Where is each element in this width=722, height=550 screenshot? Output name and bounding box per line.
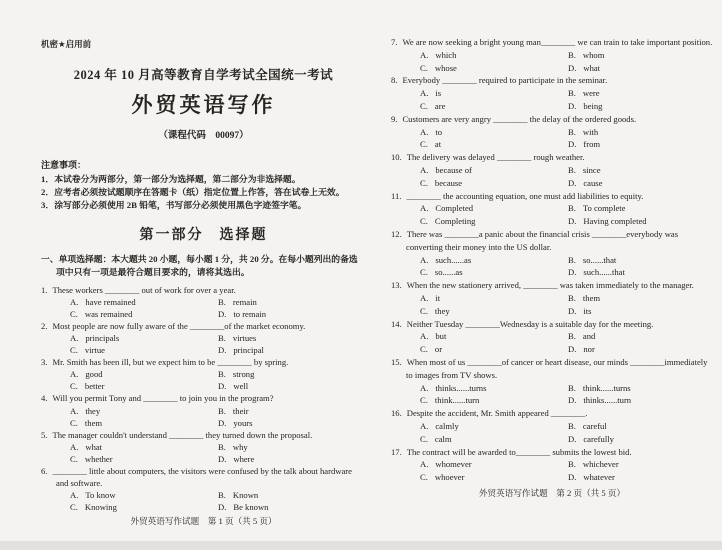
option-A [420, 254, 568, 267]
option-text: Knowing [84, 502, 117, 513]
option-text: why [232, 441, 248, 452]
option-label: B. [568, 126, 576, 137]
question-stem: When the new stationery arrived, ________ was taken immediately to the manager. [406, 280, 694, 291]
option-label: A. [420, 126, 429, 137]
question-stem: Everybody ________ required to participate in the seminar. [402, 75, 608, 86]
option-text: good [85, 369, 103, 380]
option-text: think......turn [434, 395, 480, 406]
question-item [391, 113, 713, 151]
option-label: B. [568, 292, 576, 303]
option-text: cause [583, 177, 603, 188]
exam-page-2 [391, 0, 713, 499]
question-item [391, 356, 713, 407]
option-label: C. [420, 177, 428, 188]
option-text: have remained [85, 296, 136, 307]
question-options [391, 87, 713, 113]
option-label: D. [568, 267, 577, 278]
option-text: its [583, 305, 592, 316]
option-text: To complete [582, 203, 626, 214]
question-item [391, 151, 713, 189]
option-label: B. [568, 420, 576, 431]
option-label: C. [420, 100, 428, 111]
option-text: nor [583, 344, 595, 355]
question-options [391, 382, 713, 408]
question-options [41, 441, 366, 465]
option-text: such......as [435, 254, 472, 265]
option-C [420, 471, 568, 484]
option-B [568, 292, 713, 305]
option-text: think......turns [582, 382, 631, 393]
option-text: so......as [434, 267, 463, 278]
option-text: calmly [435, 420, 459, 431]
option-text: virtues [232, 332, 257, 343]
question-options [41, 332, 366, 356]
note-item: 3．涂写部分必须使用 2B 铅笔，书写部分必须使用黑色字迹签字笔。 [41, 200, 307, 211]
question-item [391, 318, 713, 356]
option-text: is [435, 88, 442, 99]
option-label: A. [420, 331, 429, 342]
option-D [218, 453, 366, 465]
notes-header: 注意事项： [41, 160, 87, 170]
question-number: 1. [41, 284, 48, 295]
question-number: 7. [391, 37, 398, 47]
option-text: to [435, 126, 443, 137]
questions-7-to-17 [391, 36, 713, 484]
option-C [420, 343, 568, 356]
option-label: C. [420, 139, 428, 150]
option-label: A. [420, 88, 429, 99]
option-A [70, 296, 218, 308]
option-D [218, 308, 366, 320]
option-text: they [85, 405, 101, 416]
option-C [70, 453, 218, 465]
question-item [391, 228, 713, 279]
question-options [41, 405, 366, 429]
option-label: A. [420, 164, 429, 175]
note-item: 1．本试卷分为两部分，第一部分为选择题，第二部分为非选择题。 [41, 174, 301, 184]
question-item [391, 446, 713, 484]
question-number: 6. [41, 466, 48, 477]
classification-marking: 机密★启用前 [41, 40, 92, 50]
option-text: Be known [233, 502, 269, 513]
option-label: C. [70, 417, 78, 428]
question-number: 13. [391, 280, 402, 291]
option-text: from [583, 139, 601, 150]
exam-title: 外贸英语写作 [131, 93, 276, 117]
option-label: C. [420, 344, 428, 355]
question-options [391, 254, 713, 280]
question-options [41, 489, 366, 513]
option-D [568, 215, 713, 228]
option-B [568, 164, 713, 177]
question-options [391, 330, 713, 356]
option-text: principals [85, 332, 120, 343]
option-label: C. [420, 267, 428, 278]
question-item [391, 36, 713, 74]
question-options [391, 202, 713, 228]
option-label: C. [420, 433, 428, 444]
option-label: C. [70, 453, 78, 464]
option-label: B. [568, 88, 576, 99]
option-text: were [582, 88, 600, 99]
question-number: 10. [391, 152, 402, 163]
section-title: 第一部分 选择题 [139, 227, 268, 243]
question-stem: ________ little about computers, the visitors were confused by the talk about hardware and software. [52, 466, 352, 489]
option-label: A. [70, 369, 79, 380]
exam-page-1 [41, 0, 366, 527]
question-stem: The manager couldn't understand ________ they turned down the proposal. [52, 429, 313, 440]
option-label: D. [218, 453, 227, 464]
question-stem: ________ the accounting equation, one must add liabilities to equity. [406, 190, 644, 201]
option-B [218, 296, 366, 308]
option-label: A. [70, 405, 79, 416]
option-text: well [233, 381, 249, 392]
option-label: A. [70, 490, 79, 501]
option-C [420, 266, 568, 279]
option-text: are [434, 100, 446, 111]
option-label: D. [568, 433, 577, 444]
option-label: A. [420, 382, 429, 393]
option-text: was remained [84, 308, 133, 319]
option-text: and [582, 331, 596, 342]
option-A [70, 441, 218, 453]
question-options [391, 164, 713, 190]
option-C [420, 62, 568, 75]
question-number: 4. [41, 393, 48, 404]
option-text: calm [434, 433, 452, 444]
option-text: carefully [583, 433, 614, 444]
question-options [41, 368, 366, 392]
option-D [568, 266, 713, 279]
option-A [420, 330, 568, 343]
option-label: D. [218, 345, 227, 356]
option-D [568, 305, 713, 318]
option-D [218, 501, 366, 513]
option-label: B. [568, 331, 576, 342]
question-stem: Most people are now fully aware of the ________of the market economy. [52, 320, 306, 331]
question-item [391, 74, 713, 112]
option-text: it [435, 292, 441, 303]
option-A [70, 405, 218, 417]
option-text: their [232, 405, 249, 416]
questions-1-to-6 [41, 284, 366, 514]
question-stem: Neither Tuesday ________Wednesday is a suitable day for the meeting. [406, 318, 654, 329]
option-text: because [434, 177, 463, 188]
option-text: whatever [583, 472, 615, 483]
question-stem: The delivery was delayed ________ rough weather. [406, 152, 585, 163]
option-text: strong [232, 369, 255, 380]
option-text: virtue [84, 345, 105, 356]
scan-edge-shadow [0, 541, 722, 550]
option-text: at [434, 139, 442, 150]
option-C [420, 177, 568, 190]
option-label: C. [70, 345, 78, 356]
option-label: B. [568, 254, 576, 265]
option-text: them [582, 292, 601, 303]
question-stem: Despite the accident, Mr. Smith appeared ________. [406, 408, 588, 419]
question-number: 5. [41, 429, 48, 440]
note-item: 2．应考者必须按试题顺序在答题卡（纸）指定位置上作答，答在试卷上无效。 [41, 187, 345, 198]
option-text: what [583, 62, 601, 73]
option-label: C. [70, 308, 78, 319]
page2-footer: 外贸英语写作试题 第 2 页（共 5 页） [478, 487, 626, 498]
question-item [41, 392, 366, 428]
question-item [41, 356, 366, 392]
option-A [70, 368, 218, 380]
option-A [420, 126, 568, 139]
option-text: what [85, 441, 103, 452]
option-label: B. [218, 441, 226, 452]
question-options [391, 420, 713, 446]
question-stem: Will you permit Tony and ________ to join you in the program? [52, 393, 274, 404]
option-B [218, 332, 366, 344]
option-label: D. [568, 305, 577, 316]
question-stem: These workers ________ out of work for over a year. [52, 284, 236, 295]
question-item [41, 284, 366, 320]
option-text: better [84, 381, 105, 392]
option-label: D. [568, 344, 577, 355]
option-label: A. [420, 49, 429, 60]
option-A [420, 420, 568, 433]
option-A [420, 87, 568, 100]
exam-session-line: 2024 年 10 月高等教育自学考试全国统一考试 [73, 68, 334, 82]
option-C [420, 433, 568, 446]
option-label: A. [420, 459, 429, 470]
option-B [568, 87, 713, 100]
question-item [41, 320, 366, 356]
option-B [568, 202, 713, 215]
option-D [568, 471, 713, 484]
option-B [568, 330, 713, 343]
option-C [420, 100, 568, 113]
option-label: A. [70, 296, 79, 307]
question-stem: When most of us ________of cancer or heart disease, our minds ________immediately to images from TV shows. [406, 356, 708, 380]
option-text: to remain [233, 308, 267, 319]
option-label: D. [568, 177, 577, 188]
option-label: B. [218, 405, 226, 416]
option-label: C. [420, 395, 428, 406]
option-label: A. [420, 203, 429, 214]
option-D [218, 380, 366, 392]
question-number: 15. [391, 356, 402, 367]
option-D [568, 138, 713, 151]
option-text: with [582, 126, 599, 137]
option-text: since [582, 164, 601, 175]
option-D [568, 62, 713, 75]
option-label: D. [218, 308, 227, 319]
option-C [420, 215, 568, 228]
option-text: whichever [582, 459, 619, 470]
option-text: thinks......turns [435, 382, 487, 393]
option-label: B. [568, 203, 576, 214]
option-label: B. [568, 164, 576, 175]
option-label: C. [420, 62, 428, 73]
course-code: （课程代码 00097） [158, 131, 249, 141]
question-item [391, 190, 713, 228]
option-label: D. [568, 395, 577, 406]
question-options [391, 49, 713, 75]
option-label: C. [70, 381, 78, 392]
option-B [568, 126, 713, 139]
option-label: C. [420, 305, 428, 316]
question-item [391, 407, 713, 445]
question-number: 2. [41, 320, 48, 331]
option-label: D. [568, 139, 577, 150]
question-options [391, 126, 713, 152]
notes-list [41, 173, 366, 213]
option-label: B. [568, 459, 576, 470]
option-text: whomever [435, 459, 472, 470]
option-B [218, 489, 366, 501]
option-text: being [583, 100, 603, 111]
option-text: Known [232, 490, 259, 501]
question-stem: Customers are very angry ________ the delay of the ordered goods. [402, 113, 637, 124]
option-text: or [434, 344, 443, 355]
question-stem: The contract will be awarded to________ submits the lowest bid. [406, 446, 632, 457]
option-text: such......that [583, 267, 625, 278]
option-B [568, 254, 713, 267]
option-D [568, 177, 713, 190]
option-label: A. [70, 332, 79, 343]
question-item [41, 465, 366, 513]
option-text: which [435, 49, 457, 60]
option-C [70, 308, 218, 320]
question-options [391, 292, 713, 318]
option-C [70, 417, 218, 429]
question-number: 16. [391, 408, 402, 419]
option-D [218, 417, 366, 429]
option-text: Having completed [583, 216, 647, 227]
question-number: 17. [391, 446, 402, 457]
option-label: C. [70, 502, 78, 513]
option-label: A. [420, 254, 429, 265]
option-text: but [435, 331, 447, 342]
option-label: B. [218, 490, 226, 501]
option-C [420, 305, 568, 318]
option-label: B. [568, 49, 576, 60]
question-stem: Mr. Smith has been ill, but we expect him to be ________ by spring. [52, 357, 289, 368]
question-number: 9. [391, 113, 398, 124]
option-A [420, 292, 568, 305]
question-number: 14. [391, 318, 402, 329]
question-number: 8. [391, 75, 398, 86]
option-C [70, 344, 218, 356]
option-C [420, 394, 568, 407]
option-A [420, 458, 568, 471]
option-A [420, 49, 568, 62]
question-item [391, 279, 713, 317]
option-text: so......that [582, 254, 617, 265]
option-text: Completing [434, 216, 476, 227]
option-C [420, 138, 568, 151]
option-D [568, 100, 713, 113]
option-label: A. [70, 441, 79, 452]
option-label: D. [568, 100, 577, 111]
option-B [568, 458, 713, 471]
option-text: whose [434, 62, 457, 73]
option-label: B. [218, 332, 226, 343]
option-text: them [84, 417, 103, 428]
option-label: A. [420, 420, 429, 431]
question-options [41, 296, 366, 320]
option-text: where [233, 453, 255, 464]
option-A [420, 382, 568, 395]
option-label: D. [568, 216, 577, 227]
option-A [70, 489, 218, 501]
option-label: A. [420, 292, 429, 303]
option-text: they [434, 305, 450, 316]
option-text: because of [435, 164, 472, 175]
option-label: C. [420, 472, 428, 483]
option-D [568, 343, 713, 356]
option-B [218, 405, 366, 417]
option-B [218, 441, 366, 453]
option-text: remain [232, 296, 257, 307]
option-C [70, 380, 218, 392]
option-B [568, 49, 713, 62]
option-label: B. [218, 369, 226, 380]
option-D [218, 344, 366, 356]
question-stem: We are now seeking a bright young man________ we can train to take important position. [402, 37, 713, 47]
option-text: yours [233, 417, 253, 428]
option-A [70, 332, 218, 344]
option-text: whom [582, 49, 605, 60]
option-label: D. [218, 417, 227, 428]
option-label: C. [420, 216, 428, 227]
question-number: 3. [41, 357, 48, 368]
option-D [568, 394, 713, 407]
question-stem: There was ________a panic about the financial crisis ________everybody was converting their money into the US dollar. [406, 228, 679, 252]
option-text: Completed [435, 203, 474, 214]
question-item [41, 429, 366, 465]
option-A [420, 202, 568, 215]
option-B [568, 382, 713, 395]
option-text: careful [582, 420, 607, 431]
option-text: whether [84, 453, 113, 464]
option-label: D. [568, 62, 577, 73]
option-label: D. [568, 472, 577, 483]
option-C [70, 501, 218, 513]
question-number: 12. [391, 228, 402, 239]
option-text: whoever [434, 472, 465, 483]
section-instructions: 一、单项选择题：本大题共 20 小题，每小题 1 分，共 20 分。在每小题列出的备选项中只有一项是最符合题目要求的，请将其选出。 [41, 253, 358, 278]
question-options [391, 458, 713, 484]
option-B [218, 368, 366, 380]
option-label: D. [218, 381, 227, 392]
option-text: thinks......turn [583, 395, 632, 406]
option-text: principal [233, 345, 264, 356]
option-A [420, 164, 568, 177]
option-text: To know [85, 490, 116, 501]
option-D [568, 433, 713, 446]
option-label: B. [218, 296, 226, 307]
option-label: D. [218, 502, 227, 513]
question-number: 11. [391, 190, 402, 201]
option-B [568, 420, 713, 433]
option-label: B. [568, 382, 576, 393]
page1-footer: 外贸英语写作试题 第 1 页（共 5 页） [130, 516, 277, 527]
